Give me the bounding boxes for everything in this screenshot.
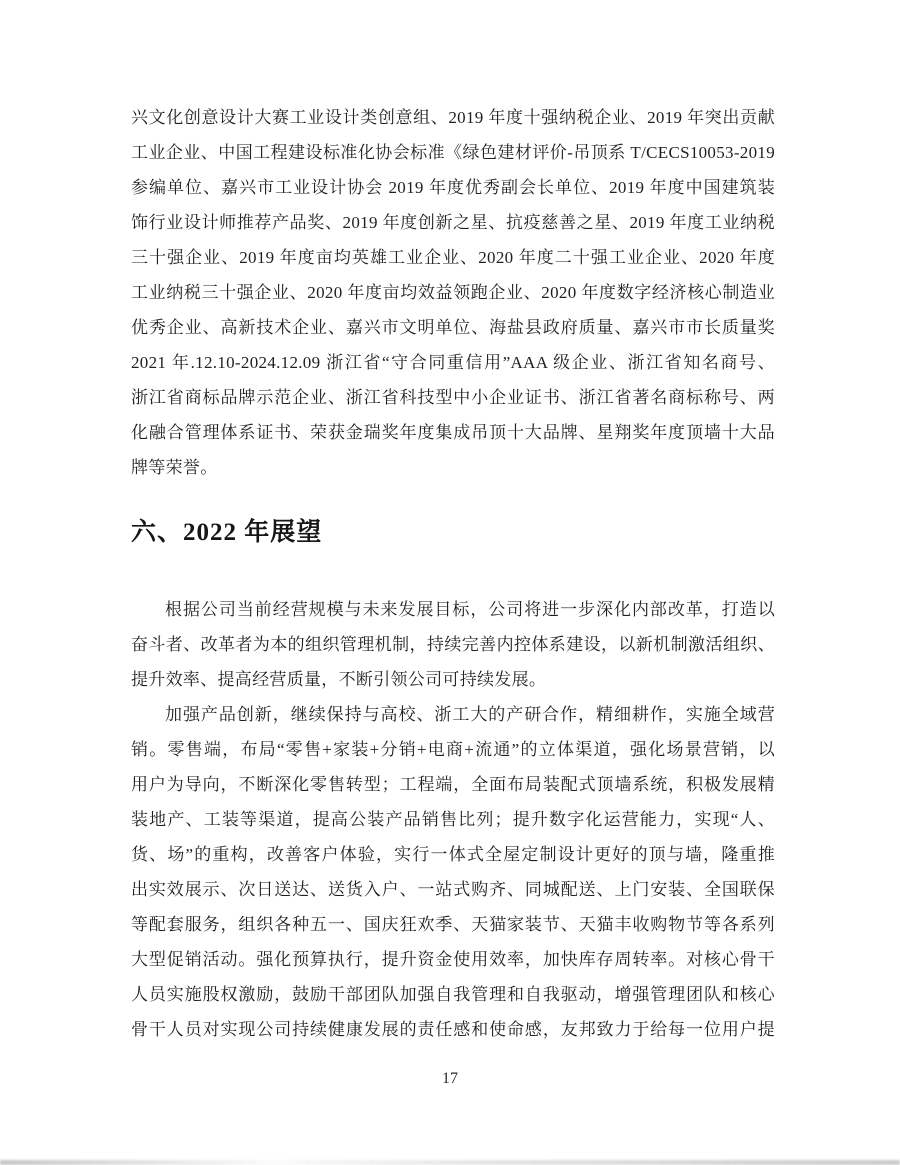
honors-line: 优秀企业、高新技术企业、嘉兴市文明单位、海盐县政府质量、嘉兴市市长质量奖 xyxy=(131,318,775,337)
outlook-line: 骨干人员对实现公司持续健康发展的责任感和使命感，友邦致力于给每一位用户提 xyxy=(131,1020,775,1039)
honors-line: 工业纳税三十强企业、2020 年度亩均效益领跑企业、2020 年度数字经济核心制造业 xyxy=(131,283,775,302)
section-heading: 六、2022 年展望 xyxy=(131,519,323,546)
outlook-section xyxy=(131,592,775,1047)
honors-line: 2021 年.12.10-2024.12.09 浙江省“守合同重信用”AAA 级企业、浙江省知名商号、 xyxy=(131,353,775,372)
outlook-line: 大型促销活动。强化预算执行，提升资金使用效率，加快库存周转率。对核心骨干 xyxy=(131,950,775,969)
honors-line: 牌等荣誉。 xyxy=(131,458,218,477)
outlook-line: 加强产品创新，继续保持与高校、浙工大的产研合作，精细耕作，实施全域营 xyxy=(165,705,775,724)
outlook-line: 人员实施股权激励，鼓励干部团队加强自我管理和自我驱动，增强管理团队和核心 xyxy=(131,985,775,1004)
honors-line: 参编单位、嘉兴市工业设计协会 2019 年度优秀副会长单位、2019 年度中国建筑装 xyxy=(131,178,775,197)
honors-line: 工业企业、中国工程建设标准化协会标准《绿色建材评价-吊顶系 T/CECS10053-2019 xyxy=(131,143,775,162)
honors-line: 化融合管理体系证书、荣获金瑞奖年度集成吊顶十大品牌、星翔奖年度顶墙十大品 xyxy=(131,423,775,442)
honors-line: 兴文化创意设计大赛工业设计类创意组、2019 年度十强纳税企业、2019 年突出贡献 xyxy=(131,108,775,127)
page-number: 17 xyxy=(442,1070,458,1087)
outlook-line: 出实效展示、次日送达、送货入户、一站式购齐、同城配送、上门安装、全国联保 xyxy=(131,880,775,899)
outlook-line: 根据公司当前经营规模与未来发展目标，公司将进一步深化内部改革，打造以 xyxy=(165,600,775,619)
honors-line: 三十强企业、2019 年度亩均英雄工业企业、2020 年度二十强工业企业、2020 年度 xyxy=(131,248,775,267)
outlook-line: 等配套服务，组织各种五一、国庆狂欢季、天猫家装节、天猫丰收购物节等各系列 xyxy=(131,915,775,934)
honors-line: 浙江省商标品牌示范企业、浙江省科技型中小企业证书、浙江省著名商标称号、两 xyxy=(131,388,775,407)
outlook-line: 提升效率、提高经营质量，不断引领公司可持续发展。 xyxy=(131,670,547,689)
scan-edge-artifact xyxy=(0,1160,900,1165)
outlook-line: 装地产、工装等渠道，提高公装产品销售比列；提升数字化运营能力，实现“人、 xyxy=(131,810,775,829)
outlook-line: 用户为导向，不断深化零售转型；工程端，全面布局装配式顶墙系统，积极发展精 xyxy=(131,775,775,794)
honors-line: 饰行业设计师推荐产品奖、2019 年度创新之星、抗疫慈善之星、2019 年度工业纳税 xyxy=(131,213,775,232)
outlook-line: 销。零售端，布局“零售+家装+分销+电商+流通”的立体渠道，强化场景营销，以 xyxy=(131,740,775,759)
outlook-line: 货、场”的重构，改善客户体验，实行一体式全屋定制设计更好的顶与墙，隆重推 xyxy=(131,845,775,864)
outlook-line: 奋斗者、改革者为本的组织管理机制，持续完善内控体系建设，以新机制激活组织、 xyxy=(131,635,775,654)
honors-paragraph xyxy=(131,100,775,485)
